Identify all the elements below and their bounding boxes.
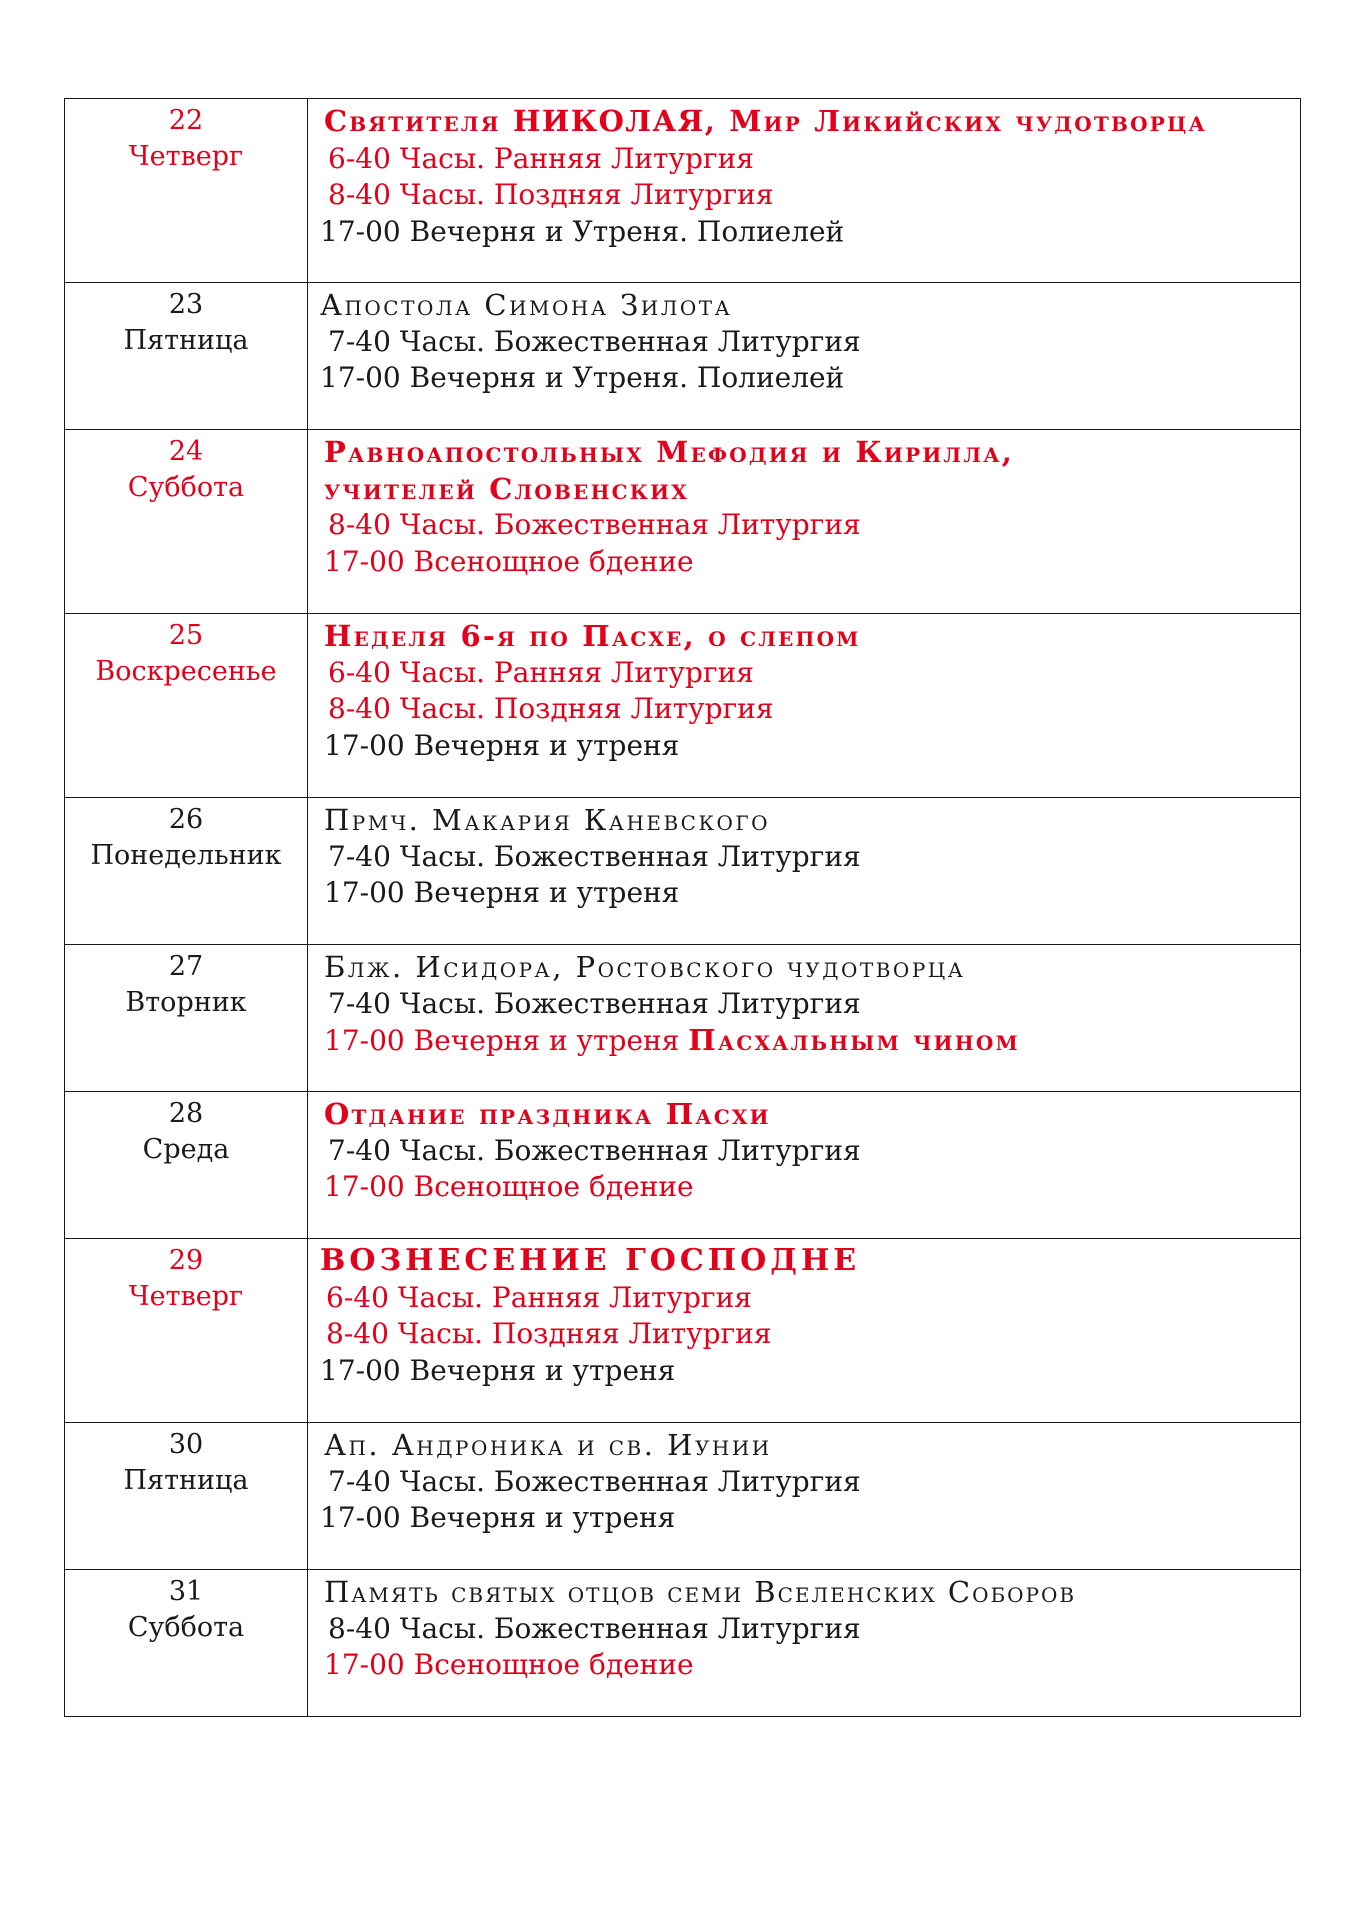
day-number: 31 [168,1576,204,1607]
service-line: 17-00 Всенощное бдение [324,1170,694,1203]
table-row [65,614,1301,798]
weekday: Пятница [123,1465,249,1496]
date-cell [65,1570,308,1717]
day-number: 27 [168,951,204,982]
service-line: 8-40 Часы. Поздняя Литургия [328,692,774,725]
table-row [65,1423,1301,1570]
table-row [65,1570,1301,1717]
schedule-table [64,98,1301,1717]
service-line: 6-40 Часы. Ранняя Литургия [328,141,754,175]
service-line: 8-40 Часы. Божественная Литургия [328,1611,861,1645]
weekday: Четверг [128,141,244,172]
service-cell [308,99,1301,283]
day-number: 22 [168,105,204,136]
day-number: 30 [168,1429,204,1460]
table-row [65,945,1301,1092]
feast-title: Апостола Симона Зилота [320,288,733,322]
day-number: 24 [168,436,204,467]
date-cell [65,798,308,945]
day-number: 23 [168,289,204,320]
date-cell [65,283,308,430]
table-row [65,1092,1301,1239]
table-row [65,283,1301,430]
feast-title: Память святых отцов семи Вселенских Соборов [324,1575,1077,1609]
table-row [65,1239,1301,1423]
table-row [65,430,1301,614]
service-line: 17-00 Вечерня и Утреня. Полиелей [320,214,845,248]
service-line: 17-00 Вечерня и утреня [324,876,680,909]
service-line: 7-40 Часы. Божественная Литургия [328,324,861,358]
weekday: Четверг [128,1281,244,1312]
feast-title: Неделя 6-я по Пасхе, о слепом [324,619,861,653]
weekday: Среда [142,1134,230,1165]
service-line: 6-40 Часы. Ранняя Литургия [326,1280,752,1314]
service-cell [308,1239,1301,1423]
feast-title: Прмч. Макария Каневского [324,803,771,837]
date-cell [65,1092,308,1239]
service-line: 17-00 Вечерня и утреня [320,1501,676,1534]
service-cell [308,430,1301,614]
date-cell [65,430,308,614]
feast-title: Святителя НИКОЛАЯ, Мир Ликийских чудотворца [324,104,1207,138]
service-line: 17-00 Всенощное бдение [324,544,694,578]
service-cell [308,1570,1301,1717]
service-line: 7-40 Часы. Божественная Литургия [328,1464,861,1498]
service-line: 17-00 Вечерня и утреня Пасхальным чином [324,1023,1020,1057]
service-line: 7-40 Часы. Божественная Литургия [328,986,861,1020]
service-cell [308,798,1301,945]
day-number: 29 [168,1245,204,1276]
weekday: Суббота [127,1612,245,1643]
day-number: 25 [168,620,204,651]
service-cell [308,1423,1301,1570]
service-line: 17-00 Вечерня и утреня [320,1353,676,1387]
schedule-page [64,98,1301,1717]
feast-title: Отдание праздника Пасхи [324,1097,771,1131]
weekday: Вторник [125,987,247,1018]
day-number: 26 [168,804,204,835]
service-line: 17-00 Всенощное бдение [324,1648,694,1681]
weekday: Суббота [127,472,245,503]
day-number: 28 [168,1098,204,1129]
date-cell [65,614,308,798]
service-line: 8-40 Часы. Поздняя Литургия [328,178,774,211]
service-line: 8-40 Часы. Божественная Литургия [328,508,861,541]
service-line: 6-40 Часы. Ранняя Литургия [328,655,754,689]
weekday: Понедельник [90,840,282,871]
feast-title: Равноапостольных Мефодия и Кирилла, [324,435,1014,469]
service-line: 7-40 Часы. Божественная Литургия [328,839,861,873]
service-line: 7-40 Часы. Божественная Литургия [328,1133,861,1167]
date-cell [65,945,308,1092]
service-cell [308,945,1301,1092]
feast-title: Ап. Андроника и св. Иунии [324,1428,772,1462]
feast-title: ВОЗНЕСЕНИЕ ГОСПОДНЕ [320,1243,861,1278]
table-row [65,99,1301,283]
feast-title: Блж. Исидора, Ростовского чудотворца [324,950,966,984]
feast-title-cont: учителей Словенских [324,471,689,506]
service-cell [308,1092,1301,1239]
service-line: 17-00 Вечерня и утреня [324,728,680,762]
weekday: Воскресенье [95,656,277,687]
table-row [65,798,1301,945]
service-cell [308,283,1301,430]
service-line: 8-40 Часы. Поздняя Литургия [326,1317,772,1350]
service-line: 17-00 Вечерня и Утреня. Полиелей [320,361,845,394]
date-cell [65,99,308,283]
date-cell [65,1423,308,1570]
date-cell [65,1239,308,1423]
weekday: Пятница [123,325,249,356]
service-cell [308,614,1301,798]
